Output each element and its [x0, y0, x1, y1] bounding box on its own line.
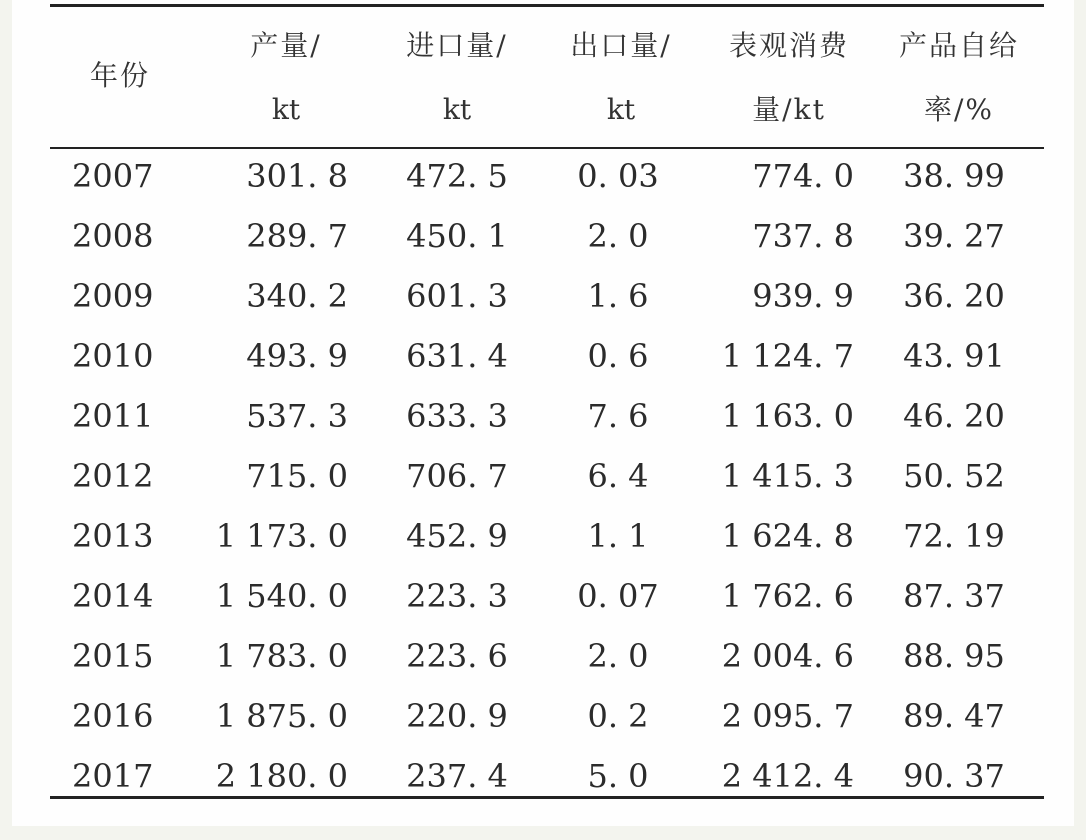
cell-self-sufficiency: 43. 91	[903, 337, 1005, 375]
document-page	[12, 0, 1074, 826]
cell-import: 223. 6	[406, 637, 508, 675]
cell-export: 0. 2	[587, 697, 649, 735]
cell-export: 2. 0	[587, 637, 649, 675]
header-apparent-consumption-unit: 量/kt	[752, 93, 826, 126]
cell-export: 0. 07	[577, 577, 659, 615]
cell-year: 2015	[72, 637, 154, 675]
cell-export: 1. 6	[587, 277, 649, 315]
cell-apparent-consumption: 737. 8	[752, 217, 854, 255]
cell-export: 0. 03	[577, 157, 659, 195]
header-production-unit: kt	[271, 93, 301, 126]
cell-self-sufficiency: 46. 20	[903, 397, 1005, 435]
cell-export: 7. 6	[587, 397, 649, 435]
cell-production: 2 180. 0	[215, 757, 348, 795]
cell-import: 706. 7	[406, 457, 508, 495]
cell-export: 2. 0	[587, 217, 649, 255]
cell-self-sufficiency: 89. 47	[903, 697, 1005, 735]
table-top-rule	[50, 4, 1044, 7]
cell-year: 2013	[72, 517, 154, 555]
cell-apparent-consumption: 1 124. 7	[721, 337, 854, 375]
cell-import: 633. 3	[406, 397, 508, 435]
cell-import: 601. 3	[406, 277, 508, 315]
cell-import: 237. 4	[406, 757, 508, 795]
cell-production: 340. 2	[246, 277, 348, 315]
cell-production: 1 173. 0	[215, 517, 348, 555]
header-import-unit: kt	[442, 93, 472, 126]
cell-apparent-consumption: 2 095. 7	[721, 697, 854, 735]
cell-import: 631. 4	[406, 337, 508, 375]
cell-year: 2010	[72, 337, 154, 375]
cell-self-sufficiency: 50. 52	[903, 457, 1005, 495]
cell-production: 1 540. 0	[215, 577, 348, 615]
cell-self-sufficiency: 90. 37	[903, 757, 1005, 795]
cell-import: 223. 3	[406, 577, 508, 615]
cell-import: 450. 1	[406, 217, 508, 255]
cell-apparent-consumption: 939. 9	[752, 277, 854, 315]
header-apparent-consumption: 表观消费	[728, 29, 849, 62]
cell-year: 2012	[72, 457, 154, 495]
header-export-unit: kt	[606, 93, 636, 126]
table-header-rule	[50, 147, 1044, 149]
cell-apparent-consumption: 1 762. 6	[721, 577, 854, 615]
cell-year: 2016	[72, 697, 154, 735]
cell-production: 289. 7	[246, 217, 348, 255]
cell-year: 2017	[72, 757, 154, 795]
header-year: 年份	[89, 59, 150, 92]
cell-self-sufficiency: 38. 99	[903, 157, 1005, 195]
cell-apparent-consumption: 2 004. 6	[721, 637, 854, 675]
cell-self-sufficiency: 88. 95	[903, 637, 1005, 675]
cell-production: 1 875. 0	[215, 697, 348, 735]
header-production: 产量/	[250, 29, 322, 62]
cell-apparent-consumption: 1 163. 0	[721, 397, 854, 435]
cell-year: 2011	[72, 397, 154, 435]
cell-export: 0. 6	[587, 337, 649, 375]
cell-self-sufficiency: 87. 37	[903, 577, 1005, 615]
cell-year: 2014	[72, 577, 154, 615]
cell-production: 301. 8	[246, 157, 348, 195]
table-bottom-rule	[50, 796, 1044, 799]
cell-apparent-consumption: 1 624. 8	[721, 517, 854, 555]
cell-year: 2008	[72, 217, 154, 255]
cell-production: 493. 9	[246, 337, 348, 375]
header-self-sufficiency: 产品自给	[898, 29, 1019, 62]
header-self-sufficiency-unit: 率/%	[923, 93, 995, 126]
cell-production: 537. 3	[246, 397, 348, 435]
cell-self-sufficiency: 36. 20	[903, 277, 1005, 315]
cell-production: 715. 0	[246, 457, 348, 495]
cell-export: 1. 1	[587, 517, 649, 555]
cell-import: 452. 9	[406, 517, 508, 555]
cell-year: 2007	[72, 157, 154, 195]
cell-year: 2009	[72, 277, 154, 315]
cell-apparent-consumption: 1 415. 3	[721, 457, 854, 495]
cell-apparent-consumption: 2 412. 4	[721, 757, 854, 795]
cell-export: 5. 0	[587, 757, 649, 795]
cell-production: 1 783. 0	[215, 637, 348, 675]
cell-export: 6. 4	[587, 457, 649, 495]
cell-import: 220. 9	[406, 697, 508, 735]
header-import: 进口量/	[406, 29, 508, 62]
cell-import: 472. 5	[406, 157, 508, 195]
cell-self-sufficiency: 72. 19	[903, 517, 1005, 555]
header-export: 出口量/	[570, 29, 672, 62]
cell-apparent-consumption: 774. 0	[752, 157, 854, 195]
cell-self-sufficiency: 39. 27	[903, 217, 1005, 255]
